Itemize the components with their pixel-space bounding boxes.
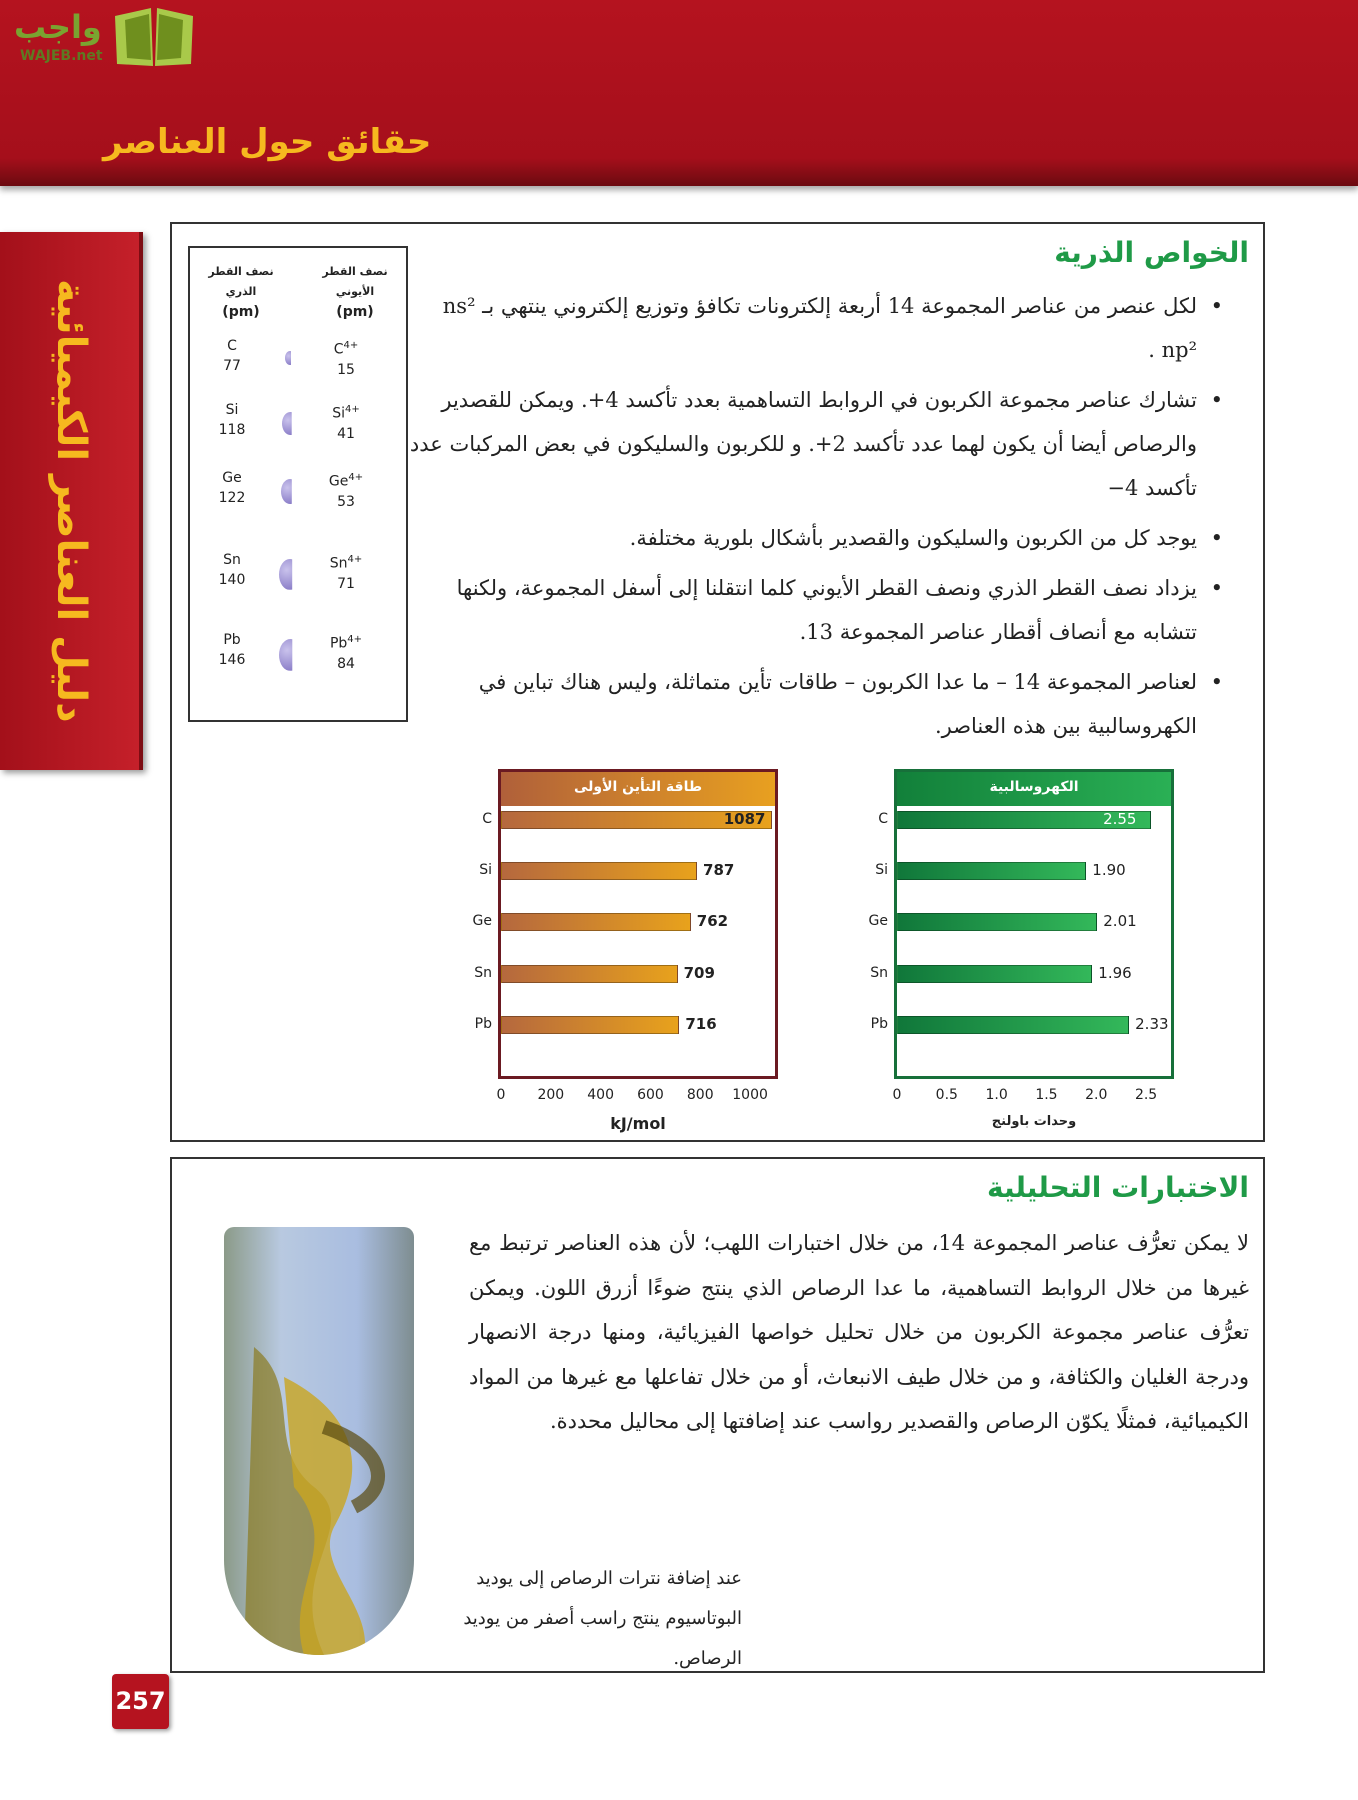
atom-sphere-icon: [285, 351, 295, 365]
radius-row: [190, 468, 406, 518]
ionic-radius-value: 84: [337, 655, 355, 672]
test-tube-photo: [224, 1227, 414, 1655]
element-symbol: Si: [225, 402, 239, 418]
x-tick-label: 2.0: [1085, 1087, 1108, 1103]
atom-sphere-icon: [281, 479, 299, 504]
logo-arabic: واجب: [14, 8, 102, 46]
bullet-item: • لعناصر المجموعة 14 – ما عدا الكربون – طاقات تأين متماثلة، وليس هناك تباين في الكهروسالبية بين هذه العناصر.: [403, 660, 1223, 748]
category-label: Si: [479, 862, 492, 878]
element-symbol: C: [227, 338, 237, 354]
ionic-radius-value: 41: [337, 425, 355, 442]
atomic-radius-value: 140: [218, 572, 246, 588]
x-tick-label: 1.0: [985, 1087, 1008, 1103]
page-number: 257: [112, 1674, 169, 1729]
ionic-radius-header: [310, 262, 400, 322]
side-tab-title: دليل العناصر الكيميائية: [48, 279, 94, 723]
category-label: Sn: [870, 965, 888, 981]
bar: [897, 965, 1092, 983]
ion-charge: 4+: [348, 472, 364, 483]
atomic-radius-cell: [202, 468, 262, 508]
atomic-radius-value: 77: [223, 358, 241, 374]
ionic-radius-value: 53: [337, 493, 355, 510]
ionization-chart: [442, 769, 782, 1139]
atomic-radius-cell: [202, 550, 262, 590]
bar: [897, 862, 1086, 880]
ion-symbol: Pb: [329, 635, 348, 652]
bullet-item: • يوجد كل من الكربون والسليكون والقصدير بأشكال بلورية مختلفة.: [403, 516, 1223, 560]
category-label: Si: [875, 862, 888, 878]
radius-table: [188, 246, 408, 722]
category-label: C: [482, 811, 492, 827]
atomic-radius-value: 118: [218, 422, 246, 438]
x-axis-label: kJ/mol: [610, 1114, 666, 1133]
ionic-radius-cell: [316, 336, 376, 380]
bar: [501, 1016, 679, 1034]
wajeb-logo: [8, 6, 193, 68]
x-tick-label: 0: [496, 1087, 506, 1103]
ion-symbol: Si: [332, 405, 346, 422]
atomic-radius-value: 122: [218, 490, 246, 506]
value-label: 716: [685, 1015, 717, 1033]
bar: [897, 1016, 1129, 1034]
chart-title: طاقة التأين الأولى: [501, 772, 775, 806]
ion-charge: 4+: [345, 404, 360, 415]
ionic-radius-cell: [316, 630, 376, 674]
ion-symbol: C: [333, 341, 344, 358]
value-label: 2.33: [1135, 1015, 1169, 1033]
element-symbol: Pb: [223, 632, 241, 648]
bar: [501, 965, 678, 983]
radius-row: [190, 630, 406, 680]
atom-sphere-icon: [282, 412, 299, 436]
analysis-paragraph: لا يمكن تعرُّف عناصر المجموعة 14، من خلال اختبارات اللهب؛ لأن هذه العناصر ترتبط مع غيرها من خلال الروابط التساهمية، ما عدا الرصاص الذي ينتج ضوءًا أزرق اللون. ويمكن تعرُّف عناصر مجموعة الكربون من خلال تحليل خواصها الفيزيائية، ومنها درجة الانصهار ودرجة الغليان والكثافة، و من خلال طيف الانبعاث، أو من خلال تفاعلها مع غيرها من المواد الكيميائية، فمثلًا يكوّن الرصاص والقصدير رواسب عند إضافتها إلى محاليل محددة.: [469, 1231, 1249, 1433]
atomic-radius-header: [196, 262, 286, 322]
category-label: Pb: [870, 1016, 888, 1032]
bar: [501, 862, 697, 880]
value-label: 2.01: [1103, 912, 1137, 930]
ionic-radius-cell: [316, 550, 376, 594]
ion-symbol: Sn: [329, 555, 348, 572]
header-title: حقائق حول العناصر: [103, 122, 432, 162]
element-symbol: Sn: [223, 552, 241, 568]
x-tick-label: 0: [892, 1087, 902, 1103]
chart-title: الكهروسالبية: [897, 772, 1171, 806]
category-label: Pb: [474, 1016, 492, 1032]
atomic-radius-cell: [202, 336, 262, 376]
ionic-radius-value: 15: [337, 361, 355, 378]
unit-label: (pm): [336, 304, 374, 320]
atom-sphere-icon: [279, 559, 301, 590]
unit-label: (pm): [222, 304, 260, 320]
atom-sphere-icon: [279, 639, 302, 671]
radius-row: [190, 336, 406, 386]
book-icon: [113, 6, 195, 68]
side-tab: [0, 232, 143, 770]
section-title: الخواص الذرية: [1054, 236, 1249, 269]
x-tick-label: 1.5: [1035, 1087, 1058, 1103]
bullet-item: • يزداد نصف القطر الذري ونصف القطر الأيوني كلما انتقلنا إلى أسفل المجموعة، ولكنها تتشابه مع أنصاف أقطار عناصر المجموعة 13.: [403, 566, 1223, 654]
atomic-radius-cell: [202, 630, 262, 670]
analytical-tests-box: [170, 1157, 1265, 1673]
header-label: نصف القطر الأيوني: [322, 265, 388, 298]
element-symbol: Ge: [222, 470, 242, 486]
ion-charge: 4+: [347, 634, 363, 645]
section-title: الاختبارات التحليلية: [986, 1171, 1249, 1204]
x-tick-label: 600: [637, 1087, 664, 1103]
photo-caption: عند إضافة نترات الرصاص إلى يوديد البوتاسيوم ينتج راسب أصفر من يوديد الرصاص.: [463, 1568, 742, 1669]
ionic-radius-cell: [316, 468, 376, 512]
electronegativity-chart: [838, 769, 1178, 1139]
category-label: Ge: [868, 913, 888, 929]
atomic-properties-box: [170, 222, 1265, 1142]
category-label: Ge: [472, 913, 492, 929]
bar: [897, 913, 1097, 931]
category-label: C: [878, 811, 888, 827]
bullet-item: • تشارك عناصر مجموعة الكربون في الروابط التساهمية بعدد تأكسد 4+. ويمكن للقصدير والرصاص أيضا أن يكون لهما عدد تأكسد 2+. و للكربون والسليكون في بعض المركبات عدد تأكسد 4−: [403, 378, 1223, 510]
ion-symbol: Ge: [328, 473, 349, 490]
page-header: [0, 0, 1358, 186]
category-label: Sn: [474, 965, 492, 981]
value-label: 1087: [723, 810, 766, 828]
x-tick-label: 1000: [732, 1087, 768, 1103]
value-label: 2.55: [1103, 810, 1137, 828]
x-tick-label: 200: [537, 1087, 565, 1103]
value-label: 1.96: [1098, 964, 1132, 982]
value-label: 787: [703, 861, 735, 879]
bullet-list: [403, 284, 1223, 754]
bar: [501, 913, 691, 931]
value-label: 709: [683, 964, 715, 982]
value-label: 1.90: [1092, 861, 1126, 879]
ion-charge: 4+: [347, 554, 363, 565]
ionic-radius-cell: [316, 400, 376, 444]
radius-row: [190, 400, 406, 450]
atomic-radius-value: 146: [218, 652, 246, 668]
x-tick-label: 0.5: [935, 1087, 958, 1103]
atomic-radius-cell: [202, 400, 262, 440]
x-tick-label: 2.5: [1134, 1087, 1158, 1103]
logo-english: WAJEB.net: [20, 48, 103, 64]
x-tick-label: 400: [587, 1087, 614, 1103]
ionic-radius-value: 71: [337, 575, 355, 592]
radius-row: [190, 550, 406, 600]
ion-charge: 4+: [343, 340, 359, 351]
x-tick-label: 800: [686, 1087, 714, 1103]
x-axis-label: وحدات باولنج: [991, 1114, 1077, 1129]
header-label: نصف القطر الذري: [208, 265, 274, 298]
bullet-item: • لكل عنصر من عناصر المجموعة 14 أربعة إلكترونات تكافؤ وتوزيع إلكتروني ينتهي بـ ns² np² .: [403, 284, 1223, 372]
value-label: 762: [696, 912, 729, 930]
